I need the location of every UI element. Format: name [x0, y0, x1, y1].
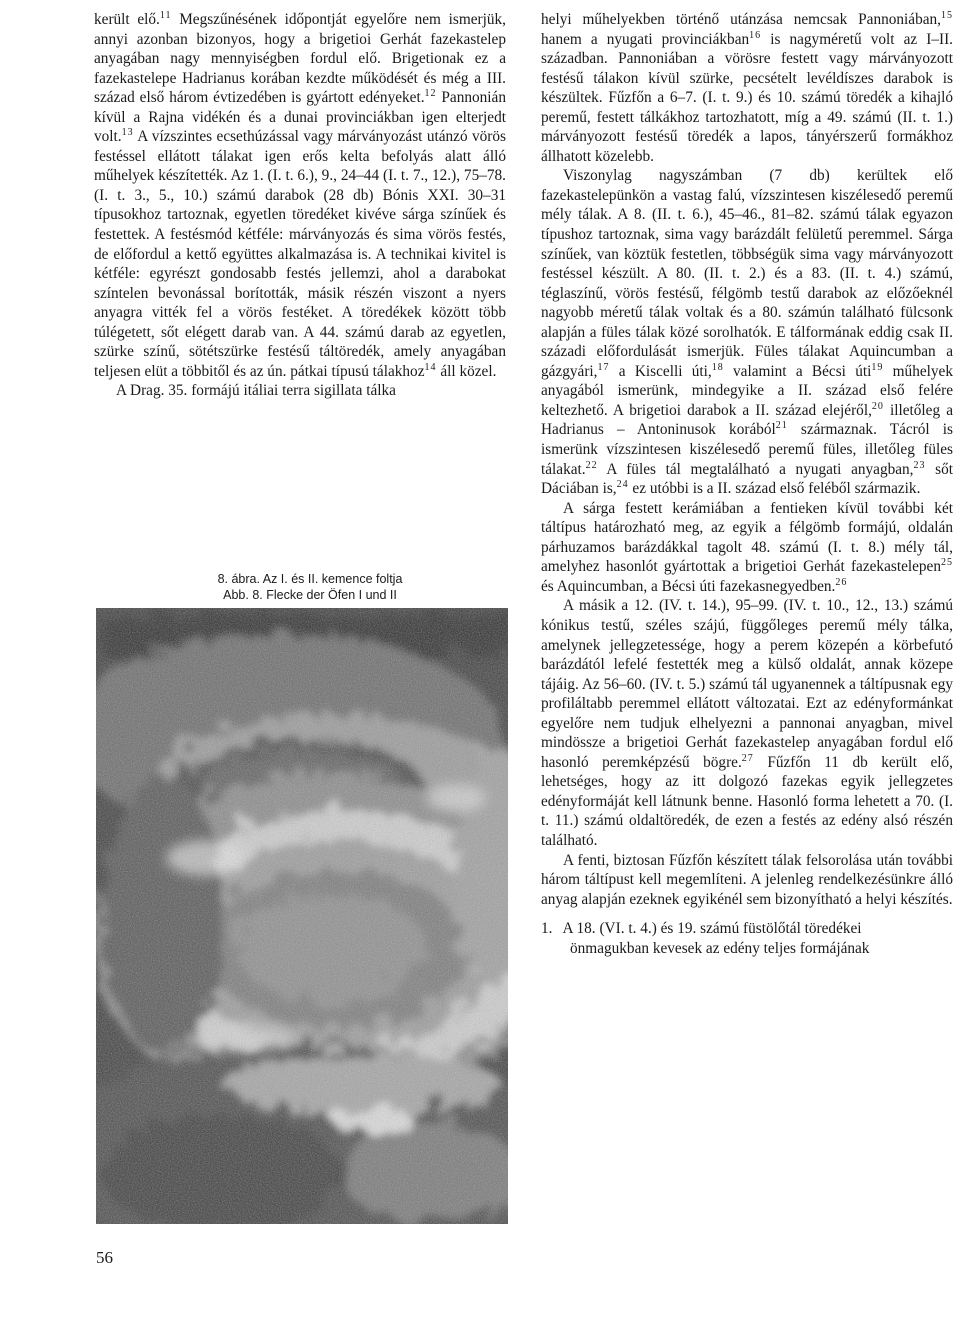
paragraph: A fenti, biztosan Fűzfőn készített tálak felsorolása után további három táltípust kell megemlíteni. A jelenleg rendelkezésünkre álló anyag alapján ezeknek egyikénél sem bizonyítható a helyi készítés.	[541, 851, 953, 908]
footnote-ref: 20	[871, 400, 884, 412]
paragraph: Viszonylag nagyszámban (7 db) kerültek elő fazekastelepünkön a vastag falú, vízszintesen kiszélesedő peremű mély tálak. A 8. (II. t. 6.), 45–46., 81–82. számú tálak egyazon típushoz tartoznak, sima vagy barázdált felületű peremmel. Sárga színűek, van köztük festetlen, többségük sima vagy márványozott festéssel készült. A 80. (II. t. 2.) és a 83. (II. t. 4.) számú, téglaszínű, vörös festésű, félgömb testű darabok az előzőeknél nagyobb méretű tálak voltak és a 80. számún található fülcsonk alapján a füles tálak közé sorolhatók. E tálformának eddig csak II. századi előfordulását ismerjük. Füles tálakat Aquincumban a gázgyári,$^{17}$ a Kiscelli úti,$^{18}$ valamint a Bécsi úti$^{19}$ műhelyek anyagából ismerünk, mindegyike a II. század első felére keltezhető. A brigetioi darabok a II. század elejéről,$^{20}$ illetőleg a Hadrianus – Antoninusok korából$^{21}$ származnak. Tácról is ismerünk vízszintesen kiszélesedő peremű füles, illetőleg füles tálakat.$^{22}$ A füles tál megtalálható a nyugati anyagban,$^{23}$ sőt Dáciában is,$^{24}$ ez utóbbi is a II. század első feléből származik.	[541, 167, 953, 498]
footnote-ref: 24	[616, 479, 629, 491]
footnote-ref: 21	[775, 420, 788, 432]
footnote-ref: 18	[711, 361, 724, 373]
left-column	[94, 10, 506, 401]
caption-german: Abb. 8. Flecke der Öfen I und II	[223, 587, 397, 602]
paragraph: helyi műhelyekben történő utánzása nemcsak Pannoniában,$^{15}$ hanem a nyugati provinciákban$^{16}$ is nagyméretű volt az I–II. században. Pannoniában a vörösre festett vagy márványozott festésű tálakon kívül szürke, pecsételt levéldíszes darabok is készültek. Fűzfőn a 6–7. (I. t. 9.) és 10. számú töredék a kihajló peremű, festett tálkákhoz tartozhatott, míg a 49. számú (II. t. 1.) márványozott festésű töredék a lapos, tányérszerű formákhoz állhatott közelebb.	[541, 10, 953, 165]
caption-hungarian: 8. ábra. Az I. és II. kemence foltja	[217, 572, 403, 586]
excavation-photo	[96, 608, 508, 1224]
right-column	[541, 10, 953, 958]
figure-caption	[150, 572, 470, 603]
page-number: 56	[96, 1248, 113, 1267]
paragraph: A másik a 12. (IV. t. 14.), 95–99. (IV. t. 10., 12., 13.) számú kónikus testű, széles szájú, függőleges peremű mély tálka, amelynek jellegzetessége, hogy a perem közepén a körbefutó barázdától lefelé festették meg a külső oldalát, annak közepe tájáig. Az 56–60. (IV. t. 5.) számú tál ugyanennek a táltípusnak egy profiláltabb peremmel ellátott változatai. Ezt az edényformánkat egyelőre nem tudjuk elhelyezni a pannonai anyagban, mivel mindössze a brigetioi Gerhát fazekastelep anyagában fordul elő hasonló peremképzésű bögre.$^{27}$ Fűzfőn 11 db került elő, lehetséges, hogy az itt dolgozó fazekas egyik jellegzetes edényformáját kell látnunk benne. Hasonló forma lehetett a 70. (I. t. 11.) számú oldaltöredék, de ezen a festés az edény alsó részén található.	[541, 597, 953, 849]
footnote-ref: 26	[835, 576, 848, 588]
paragraph: került elő.$^{11}$ Megszűnésének időpontját egyelőre nem ismerjük, annyi azonban bizonyos, hogy a brigetioi Gerhát fazekastelep anyagában nagy mennyiségben fordul elő. Brigetionak ez a fazekastelepe Hadrianus korában kezdte működését és még a III. század első három évtizedében is gyártott edényeket.$^{12}$ Pannonián kívül a Rajna vidékén és a dunai provinciákban igen elterjedt volt.$^{13}$ A vízszintes ecsethúzással vagy márványozást utánzó vörös festéssel ellátott tálakat igen erős kelta befolyás alatt álló műhelyek készítették. Az 1. (I. t. 6.), 9., 24–44 (I. t. 7., 12.), 75–78. (I. t. 3., 5., 10.) számú darabok (28 db) Bónis XXI. 30–31 típusokhoz tartoznak, egyetlen töredéket kivéve sárga színűek és festettek. A festésmód kétféle: márványozás és sima vörös festés, de előfordul a kettő együttes alkalmazása is. A technikai kivitel is kétféle: egyrészt gondosabb festés jellemzi, ahol a darabokat színtelen bevonással borították, másik részén viszont a nyers anyagra vitték fel a vörös festéket. A töredékek között több túlégetett, sőt elégett darab van. A 44. számú darab az egyetlen, szürke színű, sötétszürke festésű táltöredék, amely anyagában teljesen elüt a többitől és az ún. pátkai típusú tálakhoz$^{14}$ áll közel.	[94, 10, 506, 380]
list-item	[541, 919, 953, 958]
footnote-ref: 13	[121, 127, 134, 139]
footnote-ref: 19	[871, 361, 884, 373]
footnote-ref: 12	[424, 88, 437, 100]
footnote-ref: 23	[913, 459, 926, 471]
footnote-ref: 11	[159, 10, 172, 21]
footnote-ref: 22	[585, 459, 598, 471]
footnote-ref: 25	[941, 557, 953, 569]
list-number: 1.	[541, 920, 553, 938]
footnote-ref: 16	[749, 29, 762, 41]
footnote-ref: 27	[741, 752, 754, 764]
list-text: A 18. (VI. t. 4.) és 19. számú füstölőtál töredékei	[562, 920, 862, 938]
footnote-ref: 14	[424, 361, 437, 373]
footnote-ref: 17	[597, 361, 610, 373]
footnote-ref: 15	[941, 10, 953, 21]
paragraph: A sárga festett kerámiában a fentieken kívül további két táltípus határozható meg, az egyik a félgömb formájú, oldalán párhuzamos barázdákkal tagolt 48. számú (I. t. 8.) mély tál, amelyhez hasonlót gyártottak a brigetioi Gerhát fazekastelepen$^{25}$ és Aquincumban, a Bécsi úti fazekasnegyedben.$^{26}$	[541, 499, 953, 595]
list-text-continued: önmagukban kevesek az edény teljes formájának	[570, 939, 870, 957]
paragraph: A Drag. 35. formájú itáliai terra sigillata tálka	[116, 382, 396, 400]
